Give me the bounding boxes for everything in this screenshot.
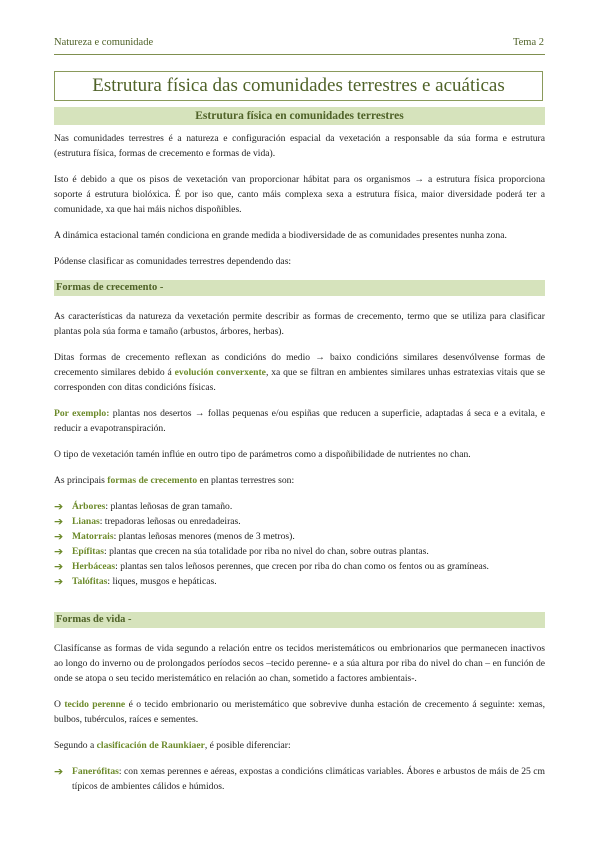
list-desc: : liques, musgos e hepáticas. (107, 576, 217, 587)
list-item (54, 514, 545, 529)
subtitle-text: Estrutura física en comunidades terrestres (195, 110, 404, 122)
list-item (54, 529, 545, 544)
list-item (54, 764, 545, 794)
text: As principais (54, 475, 108, 486)
life-forms-list (54, 764, 545, 794)
header-divider (54, 54, 545, 55)
arrow-bullet-icon: ➔ (54, 765, 64, 778)
list-item (54, 499, 545, 514)
paragraph-nutrients: O tipo de vexetación tamén inflúe en outro tipo de parámetros como a dispoñibilidade de nutrientes no chan. (54, 449, 471, 460)
page-title-text: Estrutura física das comunidades terrestres e acuáticas (92, 75, 505, 96)
paragraph-example (54, 406, 545, 436)
section-heading-growth-forms: Formas de crecemento - (54, 280, 545, 296)
list-item (54, 544, 545, 559)
text: , é posible diferenciar: (204, 740, 291, 751)
arrow-bullet-icon: ➔ (54, 560, 64, 573)
list-term: Herbáceas (72, 561, 116, 572)
paragraph-habitat: Isto é debido a que os pisos de vexetación van proporcionar hábitat para os organismos → a estrutura física proporciona soporte á estrutura biolóxica. É por iso que, canto máis complexa sexa a estrutura física, maior diversidade poderá ter a comunidade, xa que hai máis nichos dispoñibles. (54, 174, 545, 215)
arrow-bullet-icon: ➔ (54, 530, 64, 543)
subtitle-bar (54, 107, 545, 125)
paragraph-life-forms: Clasifícanse as formas de vida segundo a relación entre os tecidos meristemáticos ou embrionarios que permanecen inactivos ao longo do inverno ou de prolongados períodos secos –tecido perenne- e a súa altura por riba do nivel do chan – en función de onde se atopa o seu tecido meristemático en relación ao chan, sometido a factores ambientais-. (54, 643, 545, 684)
paragraph-convergent (54, 350, 545, 395)
list-item (54, 574, 545, 589)
highlight-raunkiaer: clasificación de Raunkiaer (96, 740, 205, 751)
list-desc: : plantas leñosas de gran tamaño. (105, 501, 233, 512)
header-topic-number: Tema 2 (512, 37, 544, 48)
list-desc: : trepadoras leñosas ou enredadeiras. (99, 516, 241, 527)
paragraph-perennial-tissue (54, 697, 545, 727)
arrow-bullet-icon: ➔ (54, 545, 64, 558)
text: plantas nos desertos → follas pequenas e/ou espiñas que reducen a superficie, adaptadas á seca e a evitala, e reducir a evapotranspiración. (54, 408, 545, 434)
highlight-convergent-evolution: evolución converxente (174, 367, 266, 378)
document-body (54, 131, 545, 806)
list-desc: : plantas que crecen na súa totalidade por riba no nivel do chan, sobre outras plantas. (104, 546, 429, 557)
growth-forms-list (54, 499, 545, 589)
list-term: Lianas (72, 516, 100, 527)
paragraph-classify: Pódense clasificar as comunidades terrestres dependendo das: (54, 256, 292, 267)
list-term: Matorrais (72, 531, 114, 542)
list-item (54, 559, 545, 574)
text: Ditas formas de crecemento reflexan as condicións do medio → baixo condicións similares desenvólvense formas de crecemento similares debido á (54, 352, 545, 378)
text: é o tecido embrionario ou meristemático que sobrevive dunha estación de crecemento á seguinte: xemas, bulbos, tubérculos, raíces e sementes. (54, 699, 546, 725)
arrow-bullet-icon: ➔ (54, 500, 64, 513)
paragraph-main-forms (54, 473, 545, 488)
text: en plantas terrestres son: (197, 475, 295, 486)
text: , xa que se filtran en ambientes similares unhas estratexias vitais que se corresponden con ditas condicións físicas. (54, 367, 545, 393)
list-term: Talófitas (72, 576, 108, 587)
list-term: Árbores (72, 501, 106, 512)
list-term: Epífitas (72, 546, 104, 557)
paragraph-raunkiaer (54, 738, 545, 753)
arrow-bullet-icon: ➔ (54, 515, 64, 528)
page-title (54, 71, 543, 101)
highlight-perennial-tissue: tecido perenne (64, 699, 126, 710)
list-desc: : plantas sen talos leñosos perennes, que crecen por riba do chan como os fentos ou as gramíneas. (115, 561, 489, 572)
text: Segundo a (54, 740, 97, 751)
list-desc: : con xemas perennes e aéreas, expostas a condicións climáticas variables. Ábores e arbustos de máis de 25 cm típicos de ambientes cálidos e húmidos. (72, 766, 545, 792)
arrow-bullet-icon: ➔ (54, 575, 64, 588)
highlight-growth-forms: formas de crecemento (107, 475, 198, 486)
paragraph-intro: Nas comunidades terrestres é a natureza e configuración espacial da vexetación a responsable da súa forma e estrutura (estrutura física, formas de crecemento e formas de vida). (54, 133, 545, 159)
highlight-example: Por exemplo: (54, 408, 110, 419)
section-heading-life-forms: Formas de vida - (54, 612, 545, 628)
paragraph-dynamics: A dinámica estacional tamén condiciona en grande medida a biodiversidade de as comunidades presentes nunha zona. (54, 230, 507, 241)
header-course-name: Natureza e comunidade (54, 37, 154, 48)
list-term: Fanerófitas (72, 766, 119, 777)
list-desc: : plantas leñosas menores (menos de 3 metros). (113, 531, 295, 542)
text: O (54, 699, 65, 710)
paragraph-growth-forms: As características da natureza da vexetación permite describir as formas de crecemento, termo que se utiliza para clasificar plantas pola súa forma e tamaño (arbustos, árbores, herbas). (54, 311, 545, 337)
